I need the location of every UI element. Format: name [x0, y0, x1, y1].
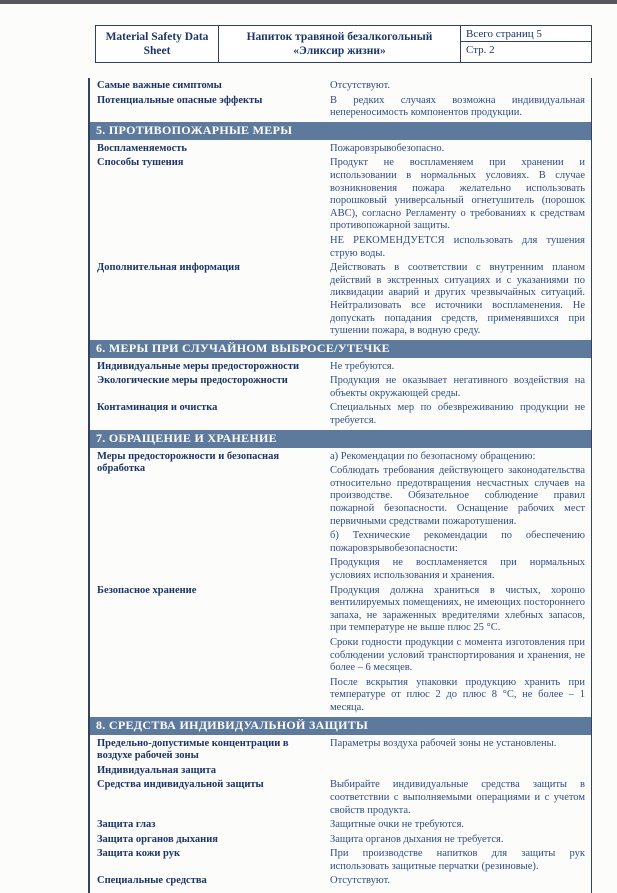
field-value-paragraph: Продукт не воспламеняем при хранении и использовании в нормальных условиях. В случае возникновения пожара желательно использовать порошковый универсальный огнетушитель (порошок АВС), согласно Регламенту о требованиях к средствам противопожарной защиты.: [330, 157, 585, 232]
field-value: [330, 847, 591, 873]
field-row: [90, 94, 591, 120]
field-label: Самые важные симптомы: [97, 80, 222, 91]
field-row: [90, 261, 591, 338]
field-value-paragraph: Сроки годности продукции с момента изготовления при соблюдении условий транспортирования и хранения, не более – 6 месяцев.: [330, 636, 585, 674]
section-header: 5. ПРОТИВОПОЖАРНЫЕ МЕРЫ: [90, 122, 591, 140]
header-current-page: Стр. 2: [466, 44, 495, 56]
field-value-paragraph: б) Технические рекомендации по обеспечению пожаровзрывобезопасности:: [330, 530, 585, 554]
field-value: [330, 450, 591, 583]
section-header: 8. СРЕДСТВА ИНДИВИДУАЛЬНОЙ ЗАЩИТЫ: [90, 717, 591, 735]
document-header-table: [95, 25, 592, 63]
field-row: [90, 818, 591, 832]
field-label: Дополнительная информация: [97, 262, 240, 274]
field-value-paragraph: Специальных мер по обезвреживанию продукции не требуется.: [330, 402, 585, 427]
field-label: Защита органов дыхания: [97, 833, 218, 845]
section-header: 6. МЕРЫ ПРИ СЛУЧАЙНОМ ВЫБРОСЕ/УТЕЧКЕ: [90, 340, 591, 358]
field-value-paragraph: Защитные очки не требуются.: [330, 819, 465, 831]
field-row: [90, 360, 591, 374]
field-label: Меры предосторожности и безопасная обработка: [97, 450, 280, 475]
field-value: [330, 94, 591, 120]
header-total-pages: Всего страниц 5: [461, 26, 591, 42]
section-header: 7. ОБРАЩЕНИЕ И ХРАНЕНИЕ: [90, 430, 591, 448]
field-label: Индивидуальная защита: [97, 764, 217, 776]
field-row: [90, 450, 591, 583]
field-value-paragraph: Отсутствуют.: [330, 875, 391, 887]
field-row: [90, 584, 591, 715]
field-value-paragraph: а) Рекомендации по безопасному обращению:: [330, 450, 536, 462]
field-value-paragraph: Отсутствуют.: [330, 80, 391, 91]
field-value: [330, 79, 591, 93]
field-value-paragraph: Не требуются.: [330, 360, 395, 372]
field-label: Воспламеняемость: [97, 142, 187, 154]
field-label: Безопасное хранение: [97, 584, 197, 596]
field-value-paragraph: Продукция должна храниться в чистых, хорошо вентилируемых помещениях, не имеющих постороннего запаха, не зараженных вредителями хлебных запасов, при температуре не выше плюс 25 °С.: [330, 584, 585, 634]
field-value: [330, 764, 591, 778]
field-value: [330, 156, 591, 260]
field-row: [90, 833, 591, 847]
scan-edge-artifact: [0, 0, 617, 4]
field-row: [90, 737, 591, 763]
field-label: Защита глаз: [97, 819, 156, 831]
field-value-paragraph: Параметры воздуха рабочей зоны не установлены.: [330, 737, 557, 749]
field-label: Способы тушения: [97, 157, 184, 169]
field-row: [90, 764, 591, 778]
field-value: [330, 818, 591, 832]
field-row: [90, 374, 591, 400]
field-value: [330, 737, 591, 763]
field-value: [330, 261, 591, 338]
field-value: [330, 142, 591, 156]
header-document-type: Material Safety Data Sheet: [105, 31, 209, 57]
field-value: [330, 874, 591, 888]
field-value: [330, 833, 591, 847]
field-row: [90, 778, 591, 817]
field-row: [90, 142, 591, 156]
field-value: [330, 401, 591, 427]
header-product-title: Напиток травяной безалкогольный «Эликсир жизни»: [218, 26, 461, 62]
field-row: [90, 156, 591, 260]
field-label: Защита кожи рук: [97, 848, 181, 860]
field-label: Контаминация и очистка: [97, 402, 218, 414]
field-value-paragraph: Пожаровзрывобезопасно.: [330, 142, 445, 154]
field-label: Средства индивидуальной защиты: [97, 779, 264, 791]
field-label: Индивидуальные меры предосторожности: [97, 360, 300, 372]
field-value-paragraph: Действовать в соответствии с внутренним планом действий в экстренных ситуациях и с указаниями по ликвидации аварий и других чрезвычайных ситуаций. Нейтрализовать все источники воспламенения. Не допускать попадания средств, применявшихся при тушении пожара, в водную среду.: [330, 262, 585, 337]
field-value: [330, 374, 591, 400]
field-value: [330, 778, 591, 817]
field-value-paragraph: Продукция не оказывает негативного воздействия на объекты окружающей среды.: [330, 375, 585, 399]
field-label: Потенциальные опасные эффекты: [97, 94, 263, 106]
field-value-paragraph: После вскрытия упаковки продукцию хранить при температуре от плюс 2 до плюс 8 °С, не более – 1 месяца.: [330, 676, 585, 713]
field-row: [90, 79, 591, 93]
header-page-info: [461, 26, 591, 62]
field-value-paragraph: Защита органов дыхания не требуется.: [330, 833, 504, 845]
field-row: [90, 874, 591, 888]
document-body: [88, 78, 592, 893]
field-row: [90, 847, 591, 873]
field-value: [330, 360, 591, 374]
field-value-paragraph: При производстве напитков для защиты рук использовать защитные перчатки (резиновые).: [330, 848, 585, 872]
field-row: [90, 401, 591, 427]
field-value-paragraph: В редких случаях возможна индивидуальная непереносимость компонентов продукции.: [330, 94, 585, 119]
field-value-paragraph: Выбирайте индивидуальные средства защиты в соответствии с выполняемыми операциями и с учетом свойств продукта.: [330, 779, 585, 816]
field-label: Специальные средства: [97, 875, 207, 887]
field-value-paragraph: Продукция не воспламеняется при нормальных условиях использования и хранения.: [330, 557, 585, 581]
field-value-paragraph: Соблюдать требования действующего законодательства относительно предотвращения несчастных случаев на производстве. Обязательное соблюдение правил пожарной безопасности. Оснащение рабочих мест первичными средствами пожаротушения.: [330, 465, 585, 527]
field-value: [330, 584, 591, 715]
field-value-paragraph: НЕ РЕКОМЕНДУЕТСЯ использовать для тушения струю воды.: [330, 234, 585, 259]
field-label: Предельно-допустимые концентрации в воздухе рабочей зоны: [97, 737, 289, 762]
field-label: Экологические меры предосторожности: [97, 375, 288, 387]
